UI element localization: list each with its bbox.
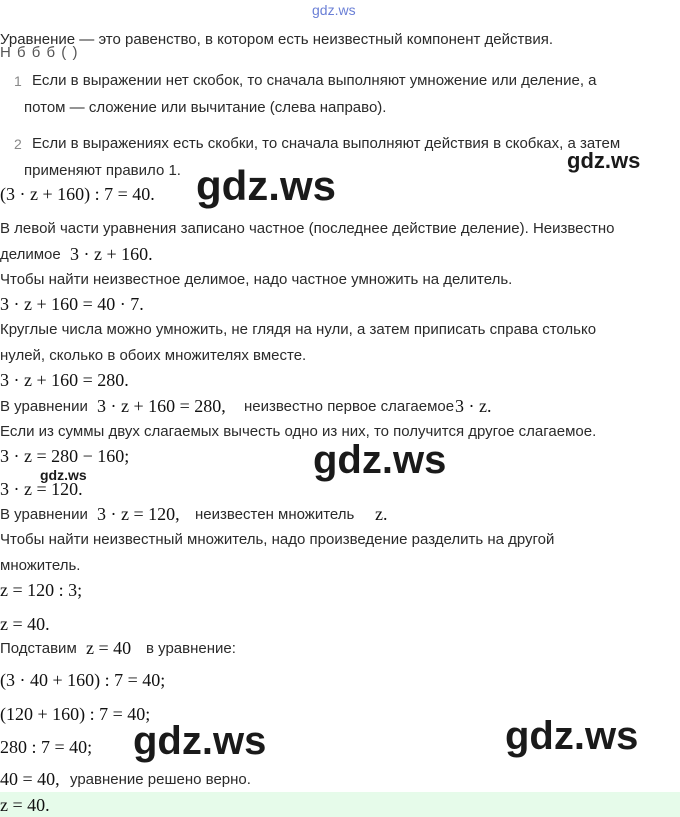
check-equation: (3 · 40 + 160) : 7 = 40; [0, 670, 166, 690]
equation: 3 · z + 160 = 280. [0, 370, 129, 390]
watermark-text: gdz.ws [40, 467, 87, 483]
explanation-text: Круглые числа можно умножить, не глядя на нули, а затем приписать справа столько [0, 321, 597, 338]
explanation-text: В уравнении [0, 398, 88, 415]
explanation-text: Если из суммы двух слагаемых вычесть одно из них, то получится другое слагаемое. [0, 423, 597, 440]
inline-math: z. [375, 504, 388, 524]
rule-text: применяют правило 1. [24, 162, 181, 179]
explanation-text: неизвестно первое слагаемое [244, 398, 455, 415]
watermark-text: gdz.ws [196, 162, 337, 209]
rule-number: 1 [14, 73, 22, 89]
explanation-text: В уравнении [0, 506, 88, 523]
inline-math: 3 · z + 160 = 280, [97, 396, 226, 416]
equation: 3 · z = 280 − 160; [0, 446, 130, 466]
watermark-text: gdz.ws [313, 438, 447, 482]
rule-text: потом — сложение или вычитание (слева направо). [24, 99, 387, 116]
inline-math: 40 = 40, [0, 769, 60, 789]
check-equation: (120 + 160) : 7 = 40; [0, 704, 151, 724]
equation: (3 · z + 160) : 7 = 40. [0, 184, 155, 204]
intro-definition: Уравнение — это равенство, в котором есть неизвестный компонент действия. [0, 31, 554, 48]
rule-text: Если в выражении нет скобок, то сначала выполняют умножение или деление, а [32, 72, 597, 89]
explanation-text: неизвестен множитель [195, 506, 355, 523]
answer-highlight [0, 792, 680, 817]
watermark-text: gdz.ws [133, 719, 267, 763]
inline-math: z = 40 [86, 638, 132, 658]
inline-math: 3 · z = 120, [97, 504, 180, 524]
inline-math: 3 · z + 160. [70, 244, 153, 264]
answer-value: z = 40. [0, 795, 50, 815]
explanation-text: Подставим [0, 640, 77, 657]
check-equation: 280 : 7 = 40; [0, 737, 93, 757]
explanation-text: делимое [0, 246, 61, 263]
watermark-text: gdz.ws [567, 148, 641, 173]
explanation-text: в уравнение: [146, 640, 236, 657]
explanation-text: уравнение решено верно. [70, 771, 251, 788]
watermark-text: gdz.ws [505, 714, 639, 758]
site-header-link[interactable]: gdz.ws [312, 2, 356, 18]
explanation-text: Чтобы найти неизвестное делимое, надо частное умножить на делитель. [0, 271, 513, 288]
rule-number: 2 [14, 136, 22, 152]
equation: 3 · z + 160 = 40 · 7. [0, 294, 144, 314]
explanation-text: нулей, сколько в обоих множителях вместе. [0, 347, 307, 364]
cut-off-line: Н б б б ( ) [0, 44, 79, 61]
explanation-text: Чтобы найти неизвестный множитель, надо произведение разделить на другой [0, 531, 555, 548]
inline-math: 3 · z. [455, 396, 492, 416]
equation: z = 40. [0, 614, 50, 634]
explanation-text: множитель. [0, 557, 81, 574]
equation: z = 120 : 3; [0, 580, 83, 600]
explanation-text: В левой части уравнения записано частное (последнее действие деление). Неизвестно [0, 220, 615, 237]
equation: 3 · z = 120. [0, 479, 83, 499]
rule-text: Если в выражениях есть скобки, то сначала выполняют действия в скобках, а затем [32, 135, 621, 152]
